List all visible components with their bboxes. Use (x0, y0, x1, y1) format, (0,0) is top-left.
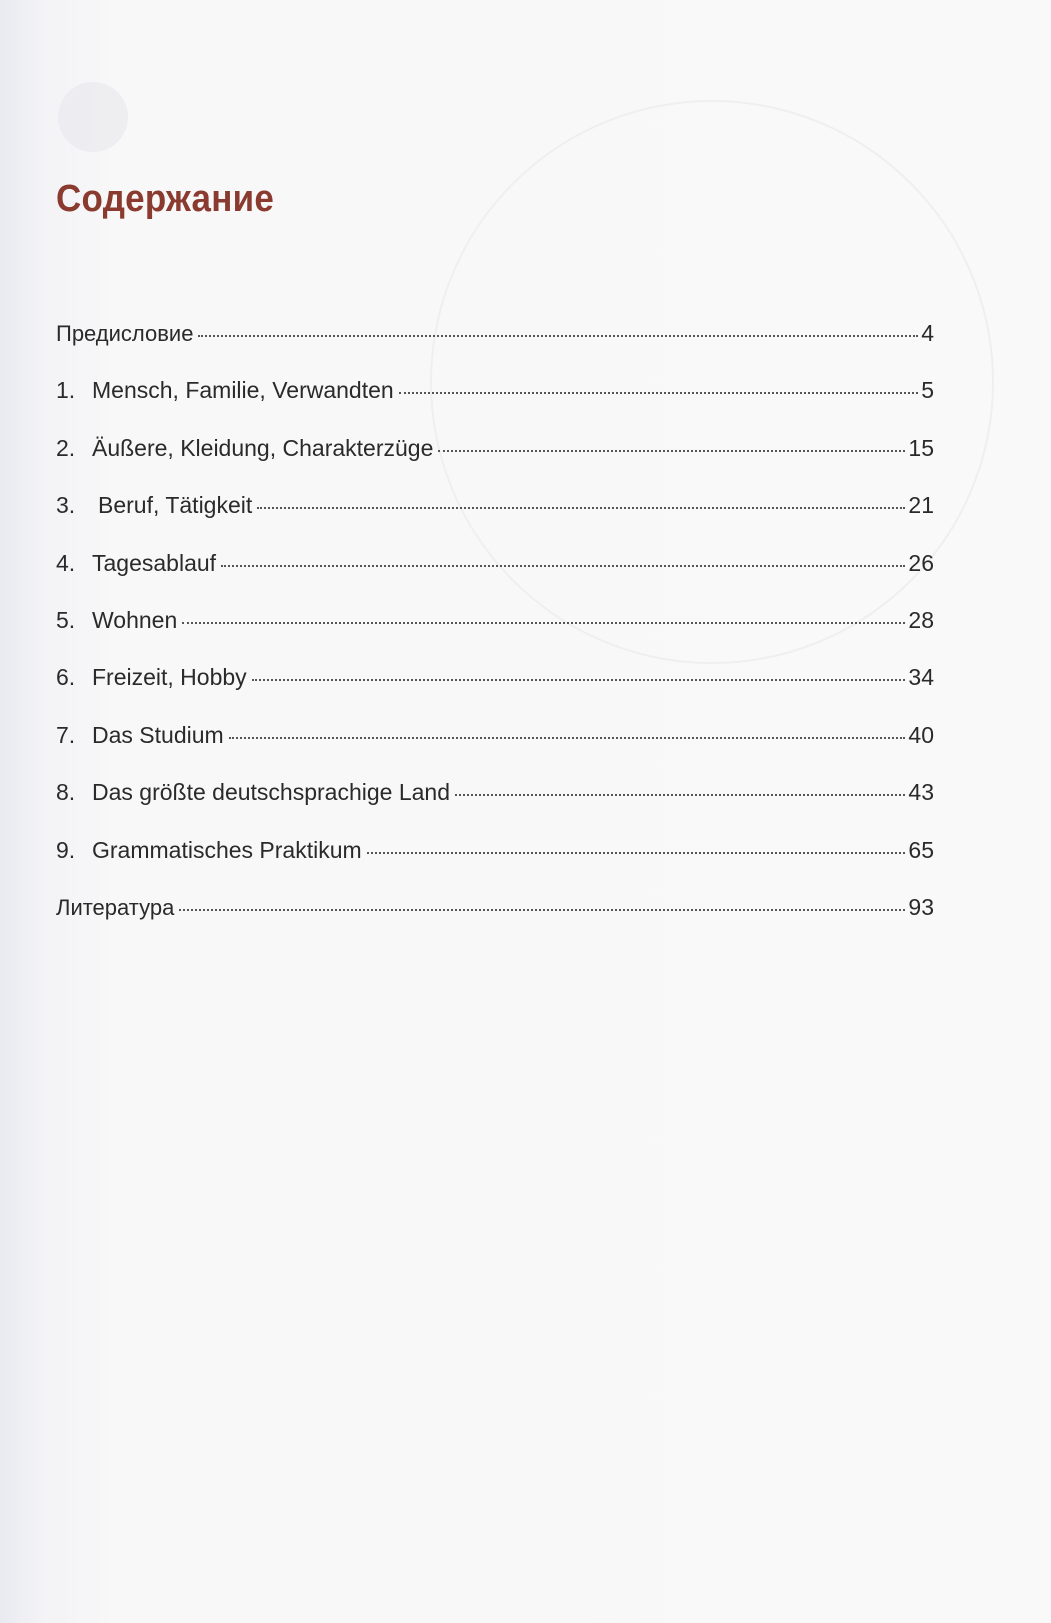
toc-entry-title: Beruf, Tätigkeit (98, 492, 253, 519)
toc-entry-page: 65 (908, 836, 934, 863)
toc-entry-7[interactable] (56, 722, 934, 779)
toc-leader-dots (252, 679, 906, 681)
toc-entry-page: 34 (908, 664, 934, 691)
toc-entry-title: Äußere, Kleidung, Charakterzüge (92, 434, 434, 461)
toc-entry-number: 2. (56, 434, 76, 461)
toc-entry-title: Das größte deutschsprachige Land (92, 779, 450, 806)
toc-entry-page: 43 (908, 779, 934, 806)
toc-leader-dots (179, 909, 905, 911)
toc-entry-number: 4. (56, 549, 76, 576)
toc-entry-title: Freizeit, Hobby (92, 664, 247, 691)
toc-entry-page: 40 (908, 721, 934, 748)
toc-leader-dots (257, 507, 905, 509)
toc-entry-label (56, 435, 435, 462)
toc-entry-label (56, 377, 396, 404)
page-title: Содержание (56, 178, 275, 220)
toc-entry-label (56, 779, 452, 806)
table-of-contents (56, 320, 934, 951)
toc-leader-dots (221, 565, 905, 567)
toc-leader-dots (198, 335, 918, 337)
toc-entry-label: Литература (56, 894, 175, 920)
toc-leader-dots (229, 737, 906, 739)
toc-entry-page: 93 (908, 893, 934, 920)
toc-entry-title: Tagesablauf (92, 549, 217, 576)
toc-entry-title: Das Studium (92, 721, 224, 748)
toc-entry-1[interactable] (56, 377, 934, 434)
toc-leader-dots (438, 450, 905, 452)
toc-entry-page: 26 (908, 549, 934, 576)
toc-entry-8[interactable] (56, 779, 934, 836)
toc-entry-number: 8. (56, 779, 76, 806)
toc-entry-5[interactable] (56, 607, 934, 664)
toc-entry-label: Предисловие (56, 321, 194, 346)
toc-entry-label (56, 607, 179, 634)
toc-entry-number: 1. (56, 377, 76, 404)
toc-entry-number: 6. (56, 664, 76, 691)
toc-entry-3[interactable] (56, 492, 934, 549)
toc-leader-dots (182, 622, 905, 624)
toc-leader-dots (455, 794, 905, 796)
toc-entry-2[interactable] (56, 435, 934, 492)
toc-leader-dots (399, 392, 919, 394)
toc-entry-preface[interactable] (56, 320, 934, 377)
toc-entry-number: 7. (56, 721, 76, 748)
toc-entry-number: 5. (56, 606, 76, 633)
toc-entry-page: 15 (908, 434, 934, 461)
toc-entry-title: Grammatisches Praktikum (92, 836, 362, 863)
toc-entry-label (56, 550, 218, 577)
toc-entry-page: 21 (908, 492, 934, 519)
toc-entry-9[interactable] (56, 837, 934, 894)
toc-entry-number: 9. (56, 836, 76, 863)
toc-entry-title: Wohnen (92, 606, 178, 633)
toc-leader-dots (367, 852, 906, 854)
toc-entry-label (56, 837, 364, 864)
toc-entry-label (56, 722, 226, 749)
toc-entry-page: 5 (921, 377, 934, 404)
toc-entry-page: 28 (908, 606, 934, 633)
toc-entry-number: 3. (56, 492, 76, 519)
toc-entry-title: Mensch, Familie, Verwandten (92, 377, 394, 404)
toc-entry-literature[interactable] (56, 894, 934, 951)
toc-entry-label (56, 664, 249, 691)
toc-entry-page: 4 (921, 320, 934, 346)
toc-entry-6[interactable] (56, 664, 934, 721)
bleed-through-circle (58, 82, 128, 152)
toc-entry-label (56, 492, 254, 519)
toc-entry-4[interactable] (56, 550, 934, 607)
